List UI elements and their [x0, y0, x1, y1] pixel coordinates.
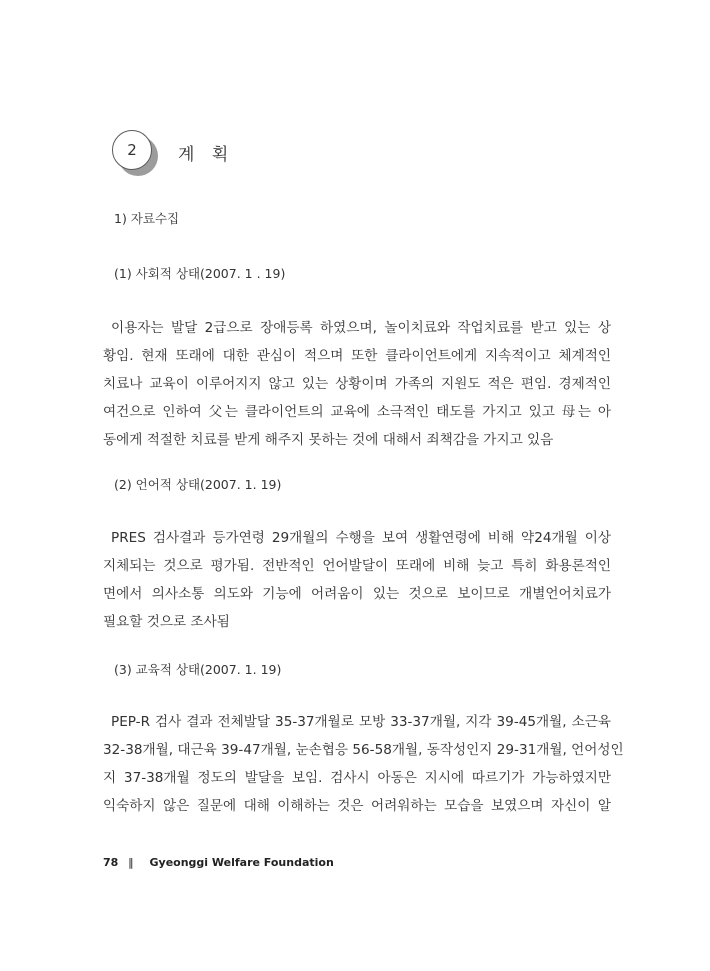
paragraph-line: 익숙하지 않은 질문에 대해 이해하는 것은 어려워하는 모습을 보였으며 자신이 알 [103, 798, 611, 814]
paragraph-language-status [103, 524, 611, 636]
paragraph-line: 여건으로 인하여 父는 클라이언트의 교육에 소극적인 태도를 가지고 있고 母는 아 [103, 404, 611, 420]
paragraph-social-status [103, 314, 611, 454]
paragraph-line: 황임. 현재 또래에 대한 관심이 적으며 또한 클라이언트에게 지속적이고 체계적인 [103, 348, 611, 364]
heading-language-status: (2) 언어적 상태(2007. 1. 19) [114, 477, 282, 492]
heading-social-status: (1) 사회적 상태(2007. 1 . 19) [114, 266, 286, 281]
heading-data-collection: 1) 자료수집 [114, 211, 180, 226]
paragraph-line: 이용자는 발달 2급으로 장애등록 하였으며, 놀이치료와 작업치료를 받고 있는 상 [111, 320, 611, 336]
section-number: 2 [112, 130, 152, 170]
section-title: 계 획 [178, 145, 235, 165]
publisher-name: Gyeonggi Welfare Foundation [149, 856, 334, 869]
paragraph-line: 지체되는 것으로 평가됨. 전반적인 언어발달이 또래에 비해 늦고 특히 화용론적인 [103, 558, 611, 574]
paragraph-line: PEP-R 검사 결과 전체발달 35-37개월로 모방 33-37개월, 지각 39-45개월, 소근육 [111, 714, 611, 730]
paragraph-education-status [103, 708, 624, 820]
paragraph-line: 면에서 의사소통 의도와 기능에 어려움이 있는 것으로 보이므로 개별언어치료가 [103, 586, 611, 602]
paragraph-line: 동에게 적절한 치료를 받게 해주지 못하는 것에 대해서 죄책감을 가지고 있음 [103, 432, 554, 448]
paragraph-line: PRES 검사결과 등가연령 29개월의 수행을 보여 생활연령에 비해 약24개월 이상 [111, 530, 611, 546]
heading-education-status: (3) 교육적 상태(2007. 1. 19) [114, 662, 282, 677]
paragraph-line: 지 37-38개월 정도의 발달을 보임. 검사시 아동은 지시에 따르기가 가능하였지만 [103, 770, 611, 786]
paragraph-line: 치료나 교육이 이루어지지 않고 있는 상황이며 가족의 지원도 적은 편임. 경제적인 [103, 376, 611, 392]
page-number: 78 [103, 856, 119, 869]
footer-separator: ‖ [128, 856, 134, 869]
section-number-badge [112, 130, 158, 176]
paragraph-line: 32-38개월, 대근육 39-47개월, 눈손협응 56-58개월, 동작성인지 29-31개월, 언어성인 [103, 742, 624, 758]
page-footer [103, 856, 334, 869]
paragraph-line: 필요할 것으로 조사됨 [103, 614, 230, 630]
